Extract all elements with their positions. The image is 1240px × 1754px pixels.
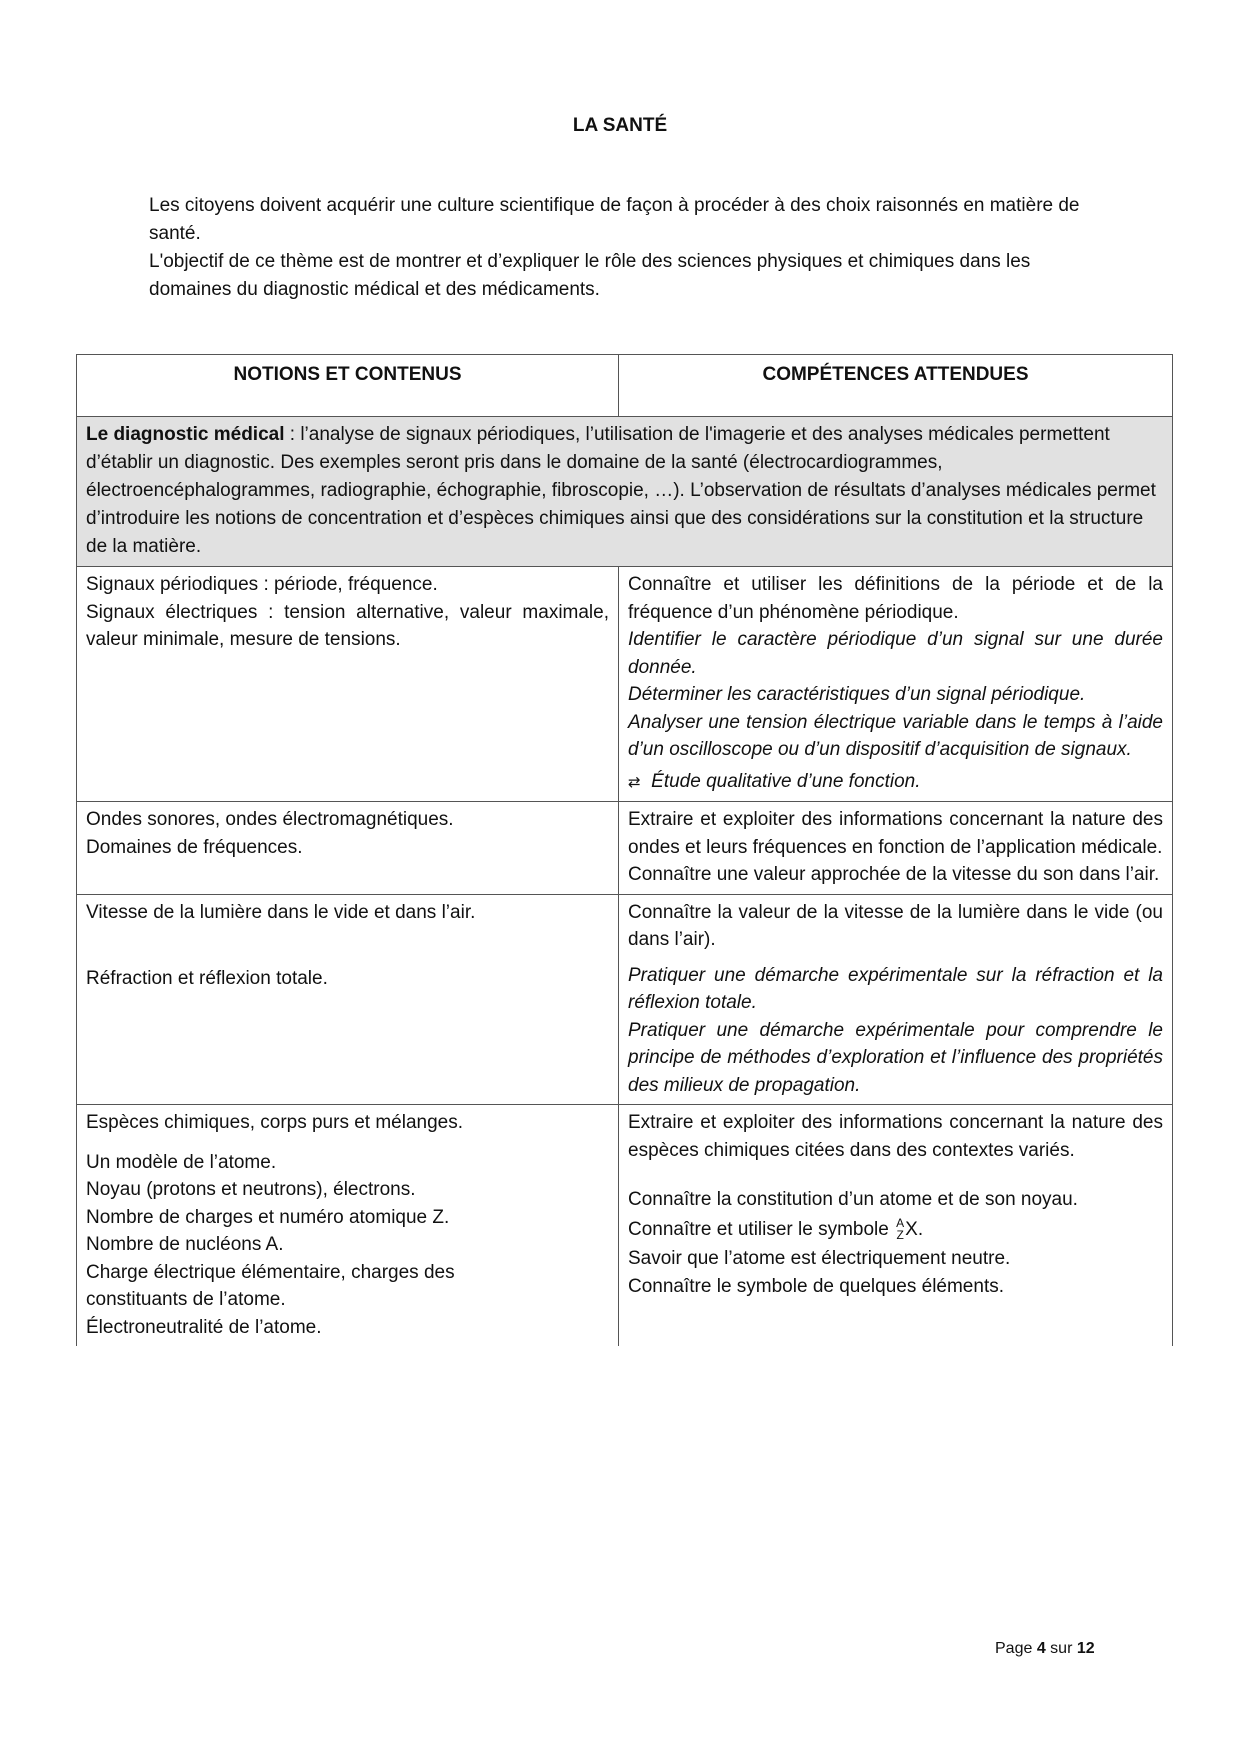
competences-cell [619,802,1173,895]
table-row [77,567,1173,802]
cross-reference-text: Étude qualitative d’une fonction. [651,770,921,792]
band-title: Le diagnostic médical [86,424,285,445]
competence-line: Pratiquer une démarche expérimentale pour comprendre le principe de méthodes d’exploration et l’influence des propriétés des milieux de propagation. [628,1019,1163,1096]
intro-text [149,192,1104,304]
element-symbol: X. [905,1218,924,1240]
competence-line: Identifier le caractère périodique d’un signal sur une durée donnée. [628,629,1163,678]
table-row [77,1105,1173,1347]
notion-line: Vitesse de la lumière dans le vide et dans l’air. [86,901,476,923]
band-text: : l’analyse de signaux périodiques, l’utilisation de l'imagerie et des analyses médicales permettent d’établir un diagnostic. Des exemples seront pris dans le domaine de la santé (électrocardiogrammes, électroencéphalogrammes, radiographie, échographie, fibroscopie, …). L’observation de résultats d’analyses médicales permet d’introduire les notions de concentration et d’espèces chimiques ainsi que des considérations sur la constitution et la structure de la matière. [86,424,1156,557]
atom-symbol-line [628,1216,1163,1244]
notion-line: Nombre de charges et numéro atomique Z. [86,1206,450,1228]
total-pages: 12 [1076,1640,1095,1657]
table-header-row [77,355,1173,417]
competence-line: Savoir que l’atome est électriquement neutre. [628,1248,1011,1269]
diagnostic-band [77,417,1173,567]
competence-line: Connaître et utiliser les définitions de la période et de la fréquence d’un phénomène périodique. [628,574,1163,623]
page-title: LA SANTÉ [572,115,668,136]
notions-cell [77,1105,619,1347]
competence-line: Déterminer les caractéristiques d’un signal périodique. [628,684,1086,705]
competence-line: Connaître une valeur approchée de la vitesse du son dans l’air. [628,864,1160,885]
notions-cell [77,894,619,1105]
atom-symbol-text: Connaître et utiliser le symbole [628,1218,895,1240]
competence-line: Extraire et exploiter des informations concernant la nature des ondes et leurs fréquences en fonction de l’application médicale. [628,809,1163,858]
table-row [77,894,1173,1105]
notion-line: Électroneutralité de l’atome. [86,1316,322,1338]
cross-reference [628,768,1163,797]
nuclide-notation [896,1217,904,1241]
competence-line: Connaître la constitution d’un atome et de son noyau. [628,1189,1078,1210]
competences-cell [619,567,1173,802]
link-arrows-icon: ⇄ [628,773,641,791]
program-table [76,354,1173,1346]
header-competences: COMPÉTENCES ATTENDUES [619,355,1173,417]
competences-cell [619,1105,1173,1347]
notion-line: Signaux électriques : tension alternative, valeur maximale, valeur minimale, mesure de tensions. [86,601,609,650]
competence-line: Connaître la valeur de la vitesse de la lumière dans le vide (ou dans l’air). [628,901,1163,950]
notion-line: Signaux périodiques : période, fréquence. [86,574,438,595]
intro-paragraph: Les citoyens doivent acquérir une culture scientifique de façon à procéder à des choix raisonnés en matière de santé. [149,195,1080,244]
notion-line: Réfraction et réflexion totale. [86,968,328,989]
notion-line: Nombre de nucléons A. [86,1234,284,1255]
competence-line: Analyser une tension électrique variable dans le temps à l’aide d’un oscilloscope ou d’un dispositif d’acquisition de signaux. [628,711,1163,760]
competence-line: Pratiquer une démarche expérimentale sur la réfraction et la réflexion totale. [628,964,1163,1013]
header-notions: NOTIONS ET CONTENUS [77,355,619,417]
notion-line: Ondes sonores, ondes électromagnétiques. [86,809,454,830]
competences-cell [619,894,1173,1105]
notions-cell [77,567,619,802]
notion-line: Noyau (protons et neutrons), électrons. [86,1179,416,1200]
notion-line: Espèces chimiques, corps purs et mélanges. [86,1112,464,1133]
notion-line: Un modèle de l’atome. [86,1151,277,1173]
table-row [77,802,1173,895]
current-page: 4 [1036,1640,1046,1657]
notion-line: Domaines de fréquences. [86,836,303,858]
notion-line: Charge électrique élémentaire, charges des constituants de l’atome. [86,1261,455,1310]
competence-line: Extraire et exploiter des informations concernant la nature des espèces chimiques citées dans des contextes variés. [628,1112,1163,1161]
page-number: Page 4 sur 12 [995,1640,1095,1657]
mass-number: A [896,1216,905,1231]
competence-line: Connaître le symbole de quelques éléments. [628,1275,1005,1297]
band-row [77,417,1173,567]
notions-cell [77,802,619,895]
atomic-number: Z [896,1228,904,1243]
intro-paragraph: L'objectif de ce thème est de montrer et d’expliquer le rôle des sciences physiques et chimiques dans les domaines du diagnostic médical et des médicaments. [149,251,1031,300]
